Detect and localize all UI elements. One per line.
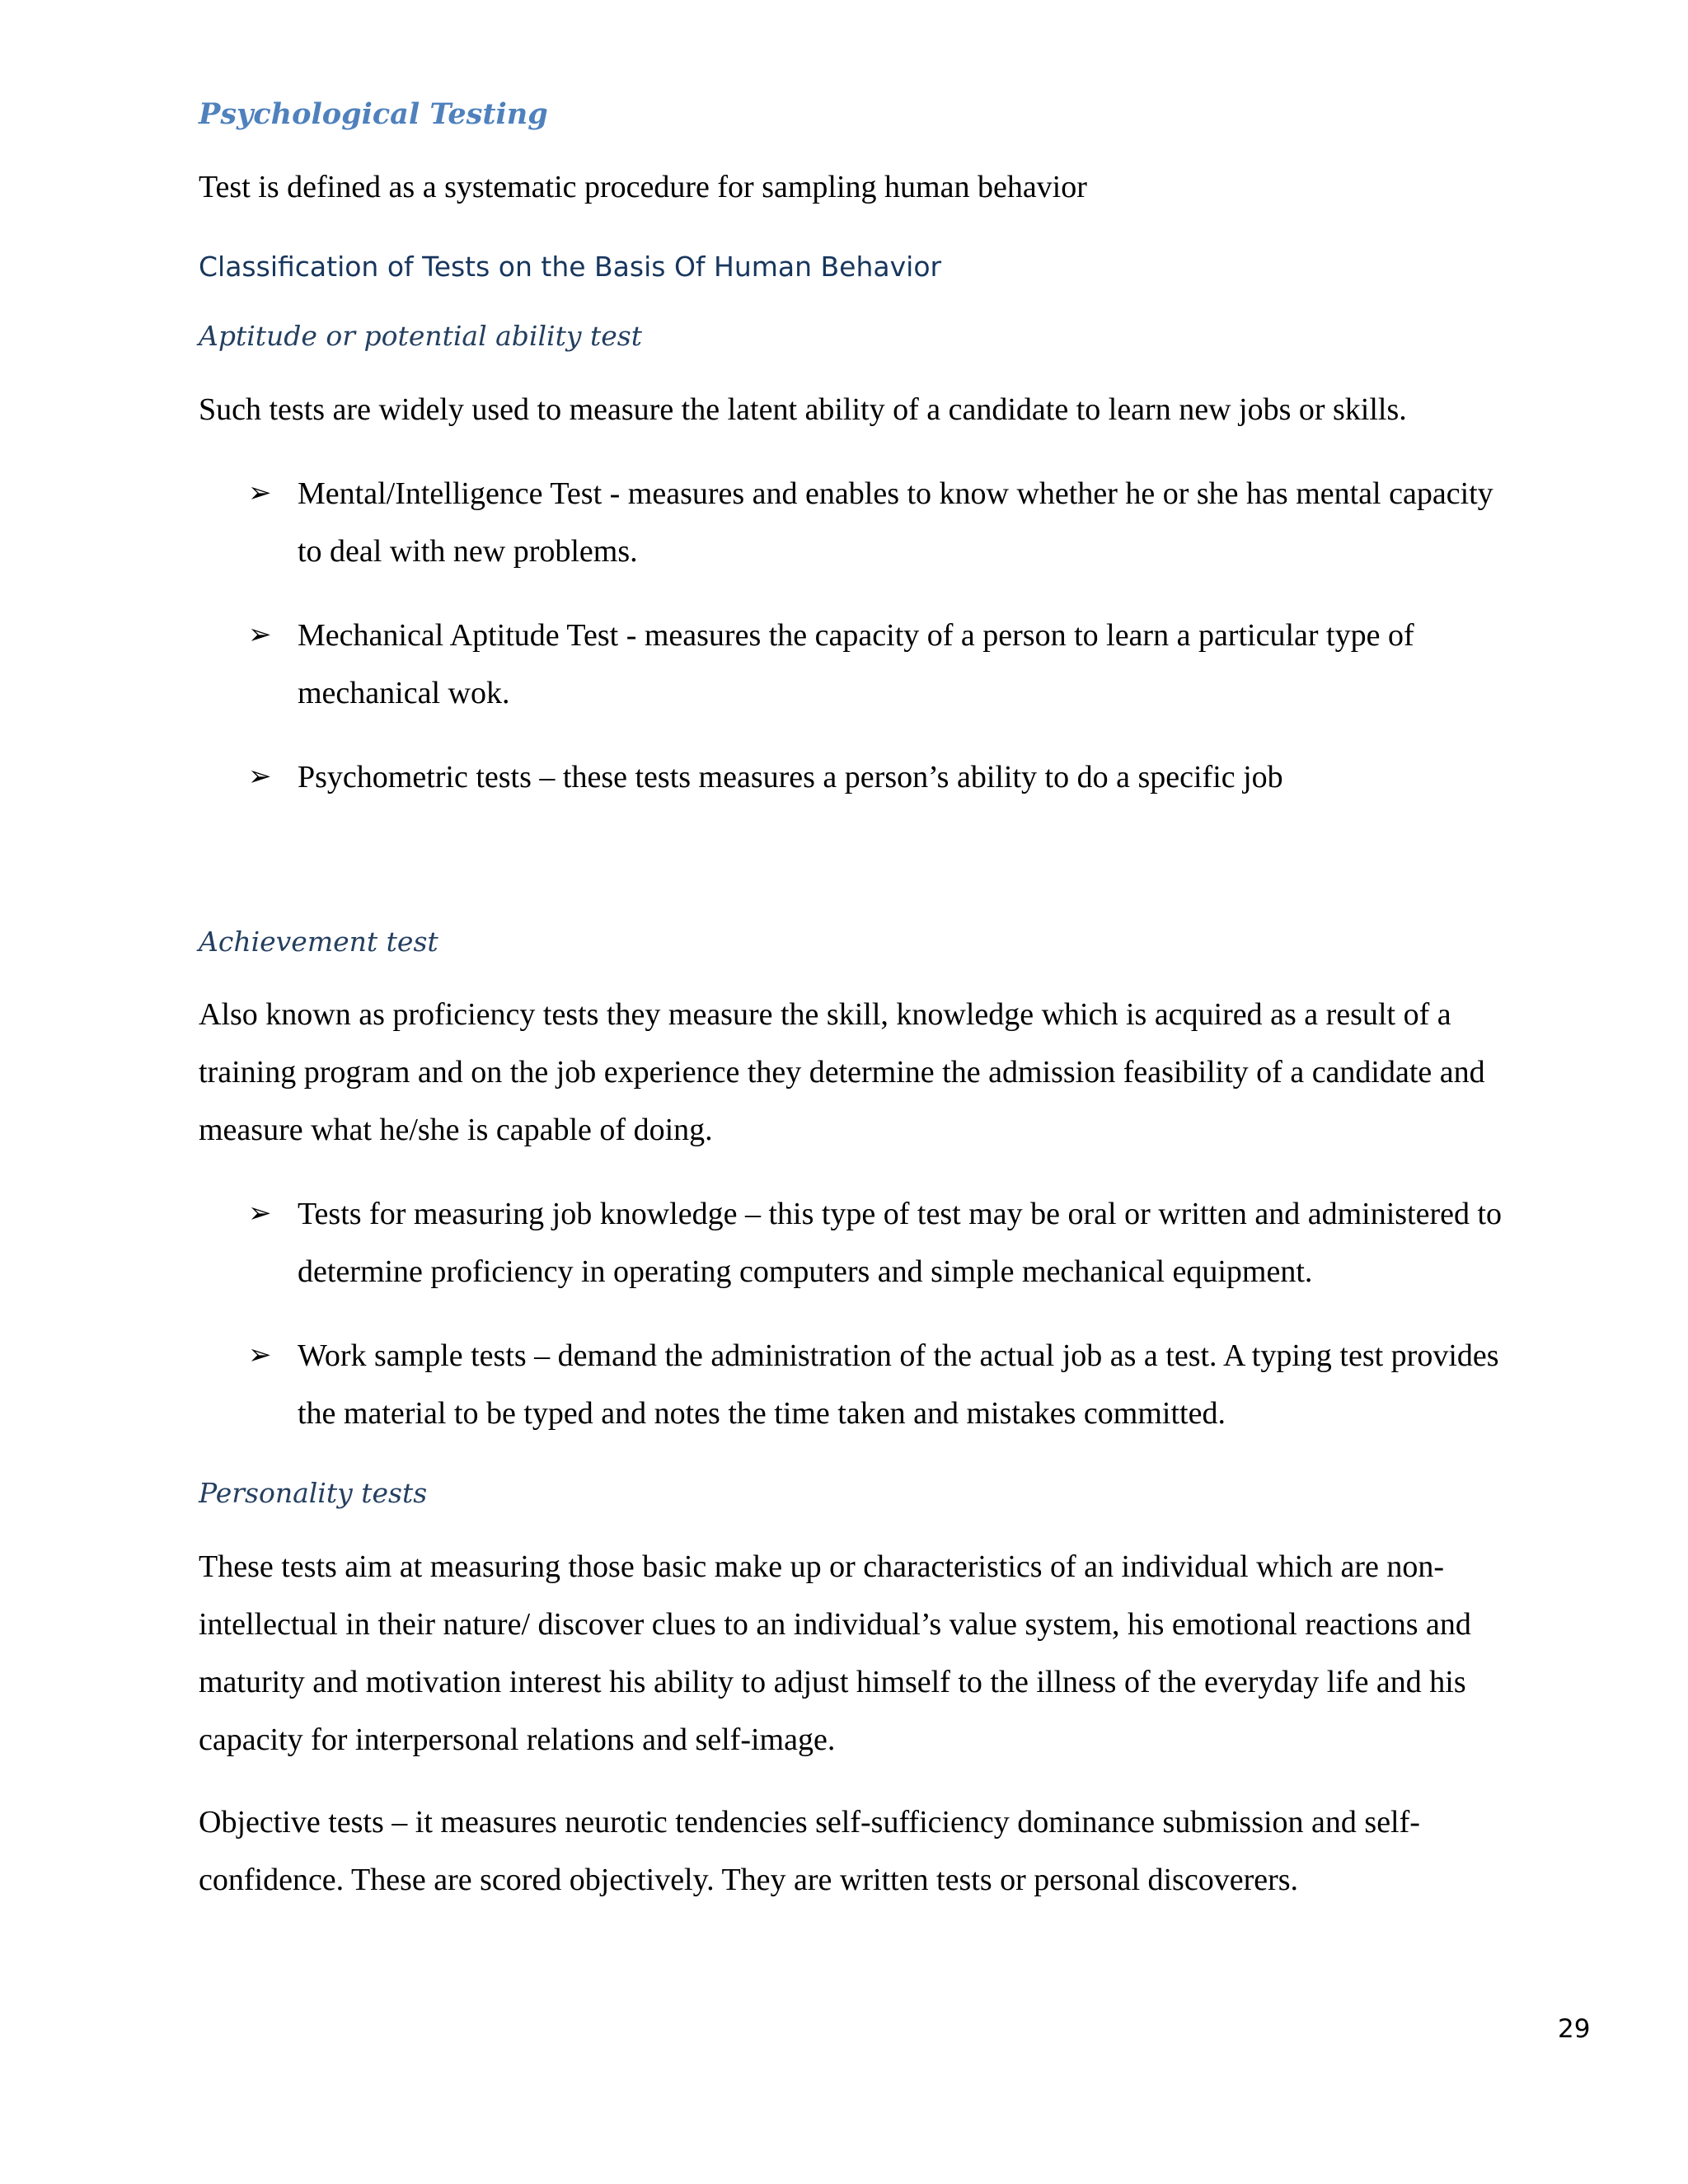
list-item bbox=[298, 748, 1583, 806]
bullet-arrow-icon: ➢ bbox=[248, 760, 272, 793]
bullet-arrow-icon: ➢ bbox=[248, 618, 272, 651]
paragraph-line: Objective tests – it measures neurotic tendencies self-sufficiency dominance submission and self- bbox=[199, 1805, 1420, 1840]
paragraph-line: capacity for interpersonal relations and self-image. bbox=[199, 1722, 836, 1757]
achievement-paragraph bbox=[199, 986, 1592, 1159]
intro-paragraph: Test is defined as a systematic procedure for sampling human behavior bbox=[199, 170, 1087, 204]
paragraph-line: measure what he/she is capable of doing. bbox=[199, 1113, 713, 1147]
page-number: 29 bbox=[1558, 2014, 1591, 2044]
classification-heading: Classification of Tests on the Basis Of Human Behavior bbox=[199, 251, 942, 283]
list-item-line: Psychometric tests – these tests measures a person’s ability to do a specific job bbox=[298, 760, 1283, 794]
objective-tests-paragraph bbox=[199, 1793, 1592, 1909]
list-item bbox=[298, 607, 1583, 722]
list-item bbox=[298, 1327, 1583, 1442]
paragraph-line: maturity and motivation interest his ability to adjust himself to the illness of the everyday life and his bbox=[199, 1665, 1466, 1699]
list-item-line: the material to be typed and notes the time taken and mistakes committed. bbox=[298, 1396, 1226, 1431]
list-item-line: Work sample tests – demand the administration of the actual job as a test. A typing test provides bbox=[298, 1338, 1499, 1373]
bullet-arrow-icon: ➢ bbox=[248, 1197, 272, 1230]
list-item-line: mechanical wok. bbox=[298, 676, 510, 710]
paragraph-line: Also known as proficiency tests they measure the skill, knowledge which is acquired as a result of a bbox=[199, 997, 1451, 1032]
list-item-line: determine proficiency in operating computers and simple mechanical equipment. bbox=[298, 1254, 1313, 1289]
bullet-arrow-icon: ➢ bbox=[248, 476, 272, 509]
bullet-arrow-icon: ➢ bbox=[248, 1338, 272, 1371]
paragraph-line: intellectual in their nature/ discover clues to an individual’s value system, his emotional reactions and bbox=[199, 1607, 1471, 1642]
aptitude-heading: Aptitude or potential ability test bbox=[199, 320, 642, 352]
list-item bbox=[298, 1185, 1583, 1301]
paragraph-line: confidence. These are scored objectively. They are written tests or personal discoverers. bbox=[199, 1863, 1299, 1897]
achievement-heading: Achievement test bbox=[199, 926, 438, 958]
personality-paragraph bbox=[199, 1538, 1592, 1769]
paragraph-line: These tests aim at measuring those basic make up or characteristics of an individual which are non- bbox=[199, 1549, 1445, 1584]
page-title: Psychological Testing bbox=[199, 97, 548, 131]
list-item-line: Tests for measuring job knowledge – this type of test may be oral or written and administered to bbox=[298, 1197, 1503, 1231]
list-item-line: Mental/Intelligence Test - measures and enables to know whether he or she has mental capacity bbox=[298, 476, 1493, 511]
paragraph-line: training program and on the job experience they determine the admission feasibility of a candidate and bbox=[199, 1055, 1485, 1090]
list-item-line: to deal with new problems. bbox=[298, 534, 638, 569]
aptitude-paragraph: Such tests are widely used to measure the latent ability of a candidate to learn new jobs or skills. bbox=[199, 392, 1407, 427]
list-item bbox=[298, 465, 1583, 580]
list-item-line: Mechanical Aptitude Test - measures the capacity of a person to learn a particular type of bbox=[298, 618, 1414, 653]
personality-heading: Personality tests bbox=[199, 1477, 428, 1509]
